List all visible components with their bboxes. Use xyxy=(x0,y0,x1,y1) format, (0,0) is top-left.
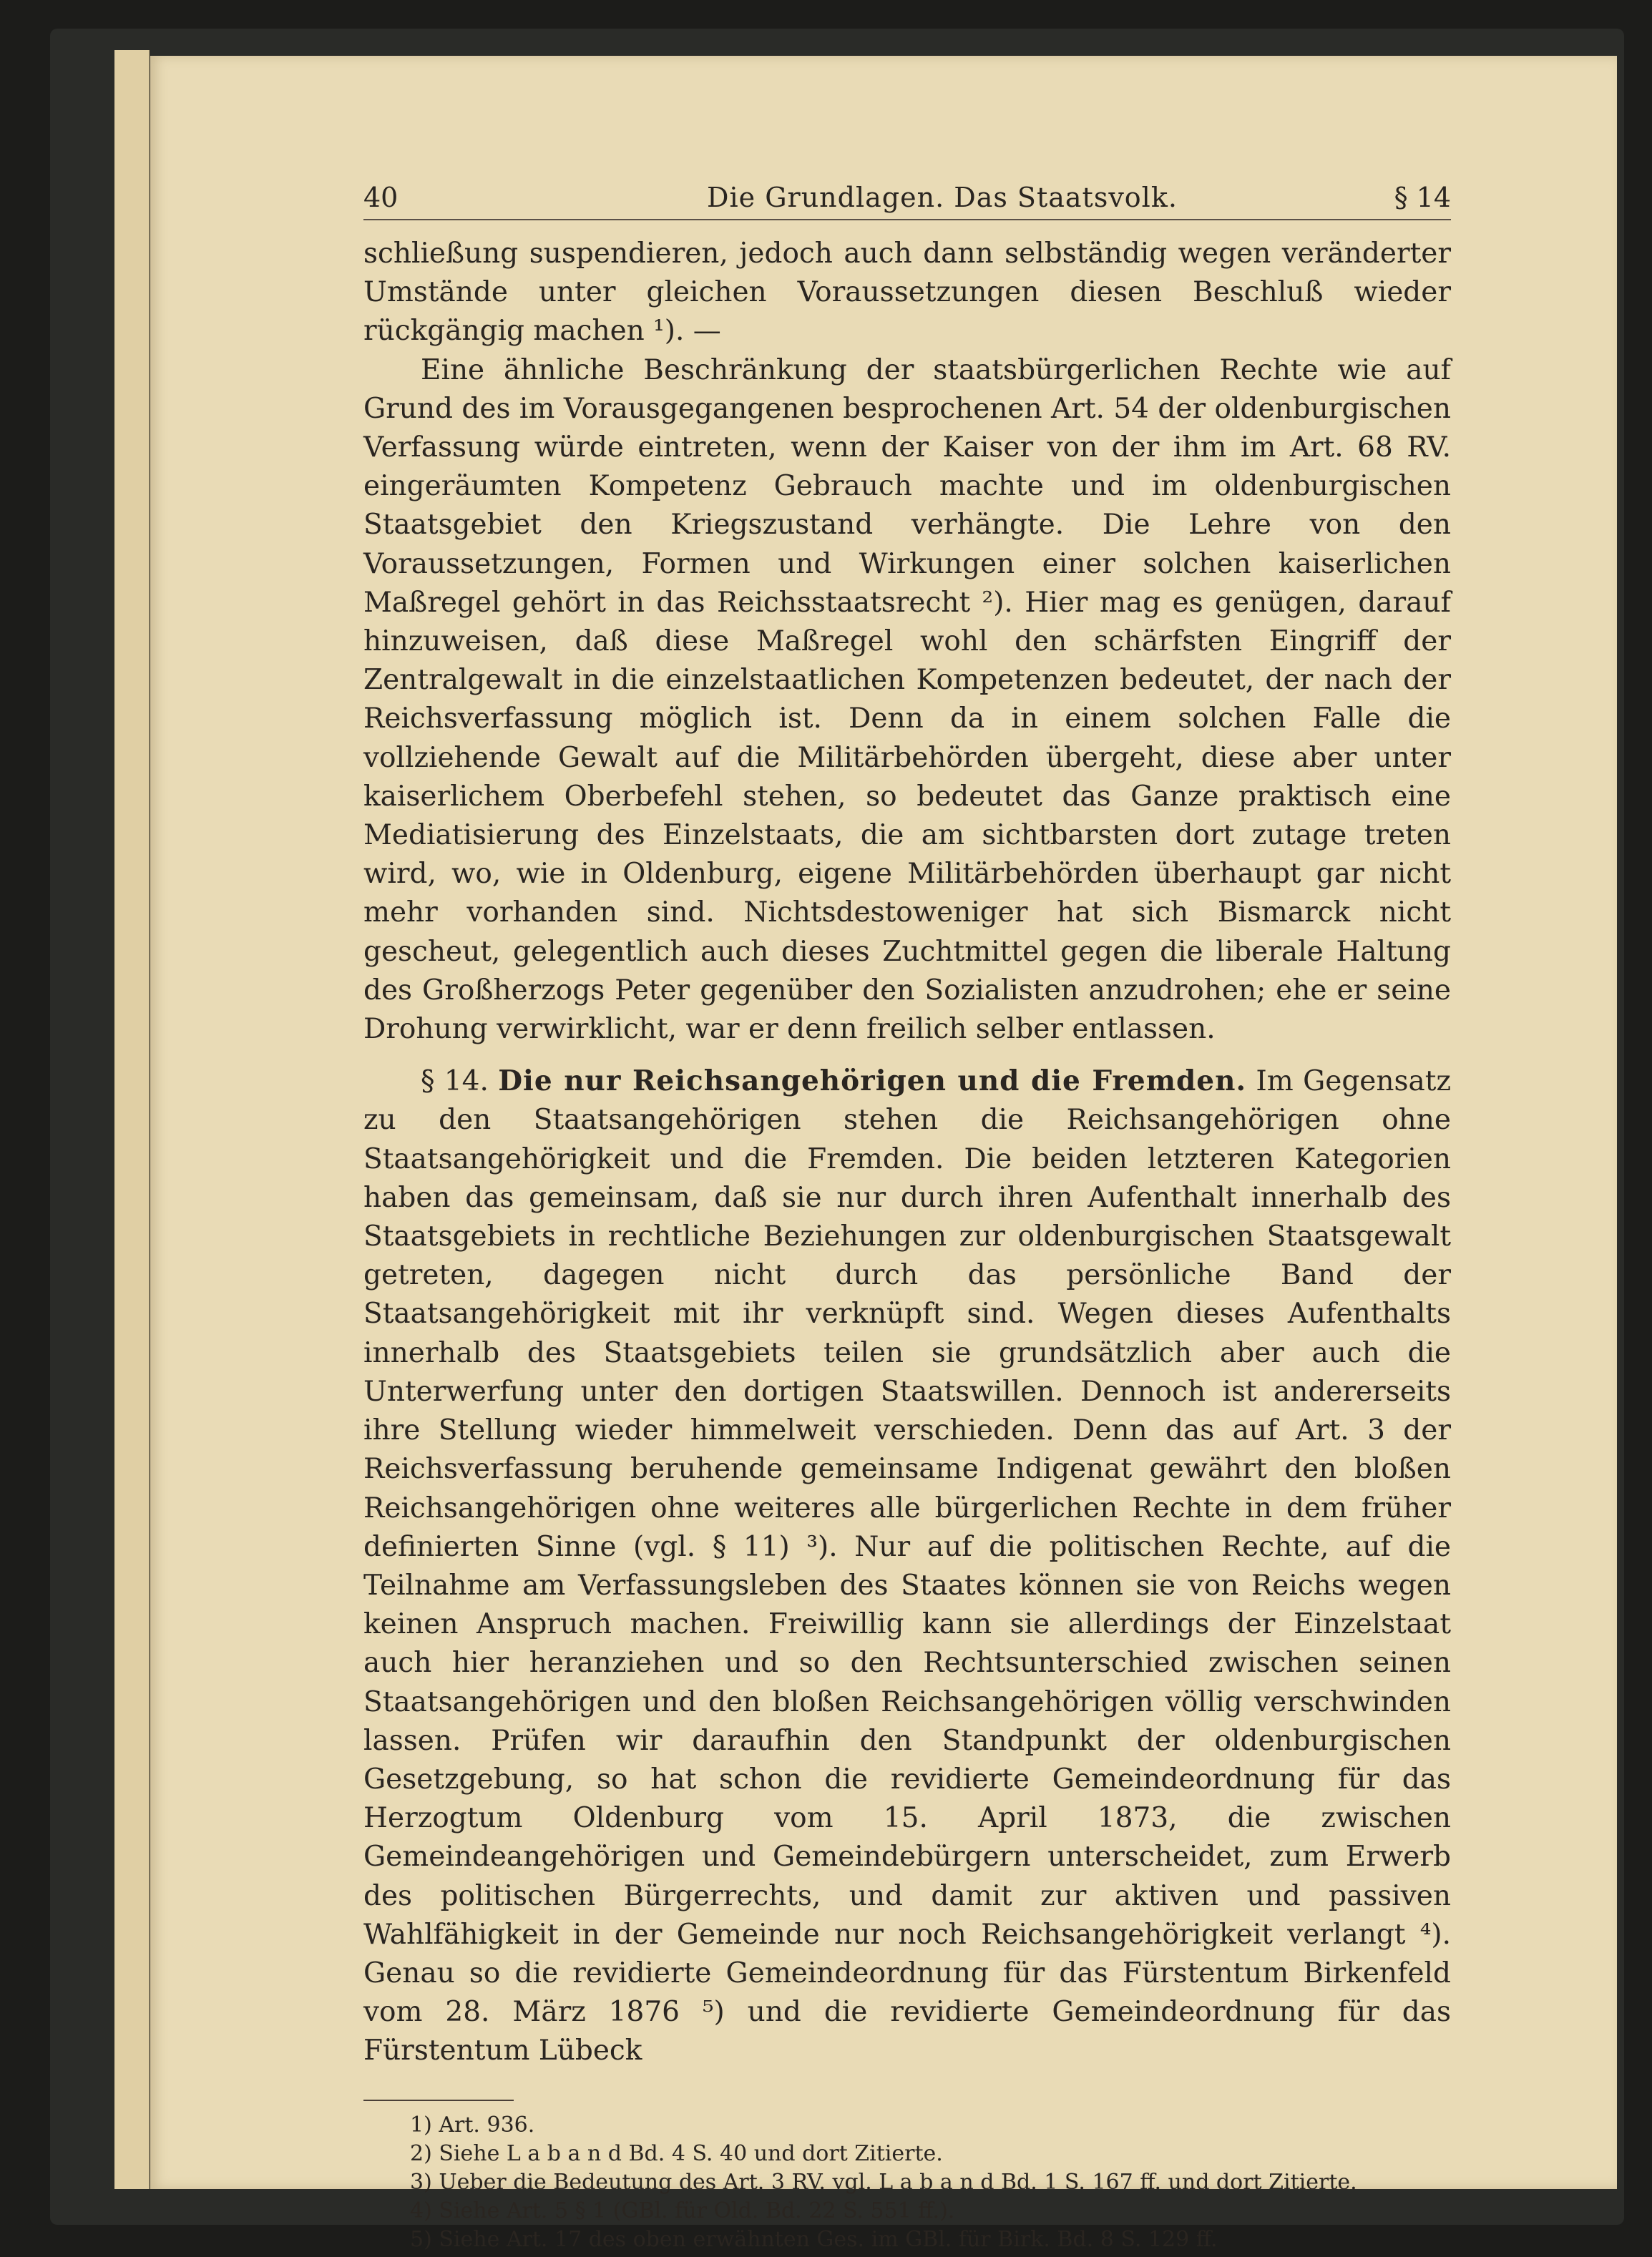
footnote xyxy=(363,2140,1451,2168)
footnote-text: Siehe Art. 5 § 1 (GBl. für Old. Bd. 22 S. 551 ff.). xyxy=(439,2198,955,2223)
footnote-number: 4) xyxy=(410,2198,432,2223)
body-text xyxy=(363,235,1451,2071)
running-head xyxy=(363,179,1451,220)
footnote-divider xyxy=(363,2100,514,2101)
footnote-number: 1) xyxy=(410,2112,432,2138)
footnote-text: Ueber die Bedeutung des Art. 3 RV. vgl. L a b a n d Bd. 1 S. 167 ff. und dort Zitierte. xyxy=(439,2169,1357,2195)
footnote-number: 5) xyxy=(410,2226,432,2252)
section-heading: Die nur Reichsangehörigen und die Fremden. xyxy=(498,1064,1247,1098)
footnote xyxy=(363,2226,1451,2254)
section-paragraph xyxy=(363,1062,1451,2070)
section-marker: § 14 xyxy=(1394,182,1451,213)
footnotes xyxy=(363,2111,1451,2254)
footnote-number: 2) xyxy=(410,2140,432,2166)
footnote xyxy=(363,2168,1451,2197)
section-number: § 14. xyxy=(421,1065,489,1098)
footnote-text: Siehe Art. 17 des oben erwähnten Ges. im GBl. für Birk. Bd. 8 S. 129 ff. xyxy=(439,2226,1218,2252)
footnote-text: Art. 936. xyxy=(439,2112,535,2138)
footnote xyxy=(363,2111,1451,2140)
section-text: Im Gegensatz zu den Staatsangehörigen stehen die Reichsangehörigen ohne Staatsangehörigkeit und die Fremden. Die beiden letzteren Kategorien haben das gemeinsam, daß sie nur durch ihren Aufenthalt innerhalb des Staatsgebiets in rechtliche Beziehungen zur oldenburgischen Staatsgewalt getreten, dagegen nicht durch das persönliche Band der Staatsangehörigkeit mit ihr verknüpft sind. Wegen dieses Aufenthalts innerhalb des Staatsgebiets teilen sie grundsätzlich aber auch die Unterwerfung unter den dortigen Staatswillen. Dennoch ist andererseits ihre Stellung wieder himmelweit verschieden. Denn das auf Art. 3 der Reichsverfassung beruhende gemeinsame Indigenat gewährt den bloßen Reichsangehörigen ohne weiteres alle bürgerlichen Rechte in dem früher definierten Sinne (vgl. § 11) ³). Nur auf die politischen Rechte, auf die Teilnahme am Verfassungsleben des Staates können sie von Reichs wegen keinen Anspruch machen. Freiwillig kann sie allerdings der Einzelstaat auch hier heranziehen und so den Rechtsunterschied zwischen seinen Staatsangehörigen und den bloßen Reichsangehörigen völlig verschwinden lassen. Prüfen wir daraufhin den Standpunkt der oldenburgischen Gesetzgebung, so hat schon die revidierte Gemeindeordnung für das Herzogtum Oldenburg vom 15. April 1873, die zwischen Gemeindeangehörigen und Gemeindebürgern unterscheidet, zum Erwerb des politischen Bürgerrechts, und damit zur aktiven und passiven Wahlfähigkeit in der Gemeinde nur noch Reichsangehörigkeit verlangt ⁴). Genau so die revidierte Gemeindeordnung für das Fürstentum Birkenfeld vom 28. März 1876 ⁵) und die revidierte Gemeindeordnung für das Fürstentum Lübeck xyxy=(363,1065,1451,2067)
page-number: 40 xyxy=(363,182,399,213)
paragraph: Eine ähnliche Beschränkung der staatsbürgerlichen Rechte wie auf Grund des im Vorausgegangenen besprochenen Art. 54 der oldenburgischen Verfassung würde eintreten, wenn der Kaiser von der ihm im Art. 68 RV. eingeräumten Kompetenz Gebrauch machte und im oldenburgischen Staatsgebiet den Kriegszustand verhängte. Die Lehre von den Voraussetzungen, Formen und Wirkungen einer solchen kaiserlichen Maßregel gehört in das Reichsstaatsrecht ²). Hier mag es genügen, darauf hinzuweisen, daß diese Maßregel wohl den schärfsten Eingriff der Zentralgewalt in die einzelstaatlichen Kompetenzen bedeutet, der nach der Reichsverfassung möglich ist. Denn da in einem solchen Falle die vollziehende Gewalt auf die Militärbehörden übergeht, diese aber unter kaiserlichem Oberbefehl stehen, so bedeutet das Ganze praktisch eine Mediatisierung des Einzelstaats, die am sichtbarsten dort zutage treten wird, wo, wie in Oldenburg, eigene Militärbehörden überhaupt gar nicht mehr vorhanden sind. Nichtsdestoweniger hat sich Bismarck nicht gescheut, gelegentlich auch dieses Zuchtmittel gegen die liberale Haltung des Großherzogs Peter gegenüber den Sozialisten anzudrohen; ehe er seine Drohung verwirklicht, war er denn freilich selber entlassen. xyxy=(363,353,1451,1046)
paragraph: schließung suspendieren, jedoch auch dann selbständig wegen veränderter Umstände unter gleichen Voraussetzungen diesen Beschluß wieder rückgängig machen ¹). — xyxy=(363,238,1451,348)
footnote-text: Siehe L a b a n d Bd. 4 S. 40 und dort Zitierte. xyxy=(439,2140,943,2166)
footnote-number: 3) xyxy=(410,2169,432,2195)
footnote xyxy=(363,2197,1451,2226)
page-edge xyxy=(132,50,150,2189)
page-edge xyxy=(114,50,132,2189)
page-content xyxy=(363,179,1451,2254)
running-title: Die Grundlagen. Das Staatsvolk. xyxy=(707,182,1178,213)
